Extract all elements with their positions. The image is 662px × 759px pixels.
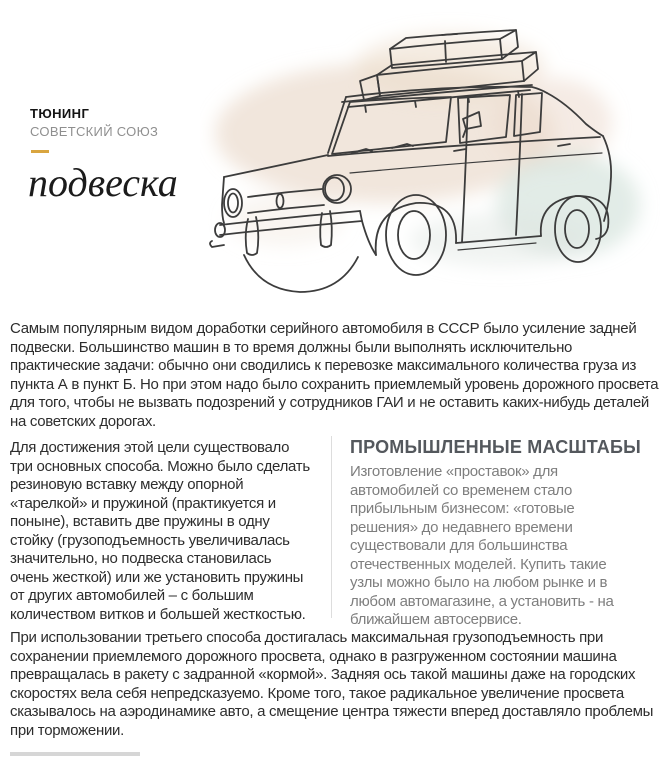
methods-paragraph: Для достижения этой цели существовало три основных способа. Можно было сделать резиновую вставку между опорной «тарелкой» и пружиной (практикуется и поныне), вставить две пружины в одну стойку (грузоподъемность увеличивалась значительно, но подвеска становилась очень жесткой) или же установить пружины от других автомобилей – с большим количеством витков и большей жесткостью. <box>10 439 310 623</box>
outro-paragraph: При использовании третьего способа достигалась максимальная грузоподъемность при сохранении приемлемого дорожного просвета, однако в разгруженном состоянии машина превращалась в ракету с задранной «кормой». Задняя ось такой машины даже на городских скоростях вела себя непредсказуемо. Кроме того, такое радикальное увеличение просвета сказывалось на аэродинамике авто, а смещение центра тяжести вперед доставляло проблемы при торможении. <box>10 629 654 739</box>
bottom-partial-bar <box>10 752 140 756</box>
article-header <box>30 106 310 203</box>
intro-paragraph: Самым популярным видом доработки серийного автомобиля в СССР было усиление задней подвески. Большинство машин в то время должны были выполнять исключительно практические задачи: обычно они сводились к перевозке максимального количества груза из пункта А в пункт Б. Но при этом надо было сохранить приемлемый уровень дорожного просвета для того, чтобы не вызвать подозрений у сотрудников ГАИ и не оставить каких-нибудь деталей на советских дорогах. <box>10 320 659 430</box>
sidebar-title: ПРОМЫШЛЕННЫЕ МАСШТАБЫ <box>350 437 641 457</box>
sidebar-body: Изготовление «проставок» для автомобилей со временем стало прибыльным бизнесом: «готовые решения» до недавнего времени существовали для большинства отечественных моделей. Купить такие узлы можно было на любом рынке и в любом автомагазине, а установить - на ближайшем автосервисе. <box>350 463 614 628</box>
page-title: подвеска <box>28 160 178 205</box>
sidebar-industrial-scale <box>350 437 642 630</box>
subkicker-label: СОВЕТСКИЙ СОЮЗ <box>30 124 159 139</box>
kicker-label: ТЮНИНГ <box>30 106 90 121</box>
column-divider <box>331 436 332 618</box>
accent-dash <box>31 150 49 153</box>
